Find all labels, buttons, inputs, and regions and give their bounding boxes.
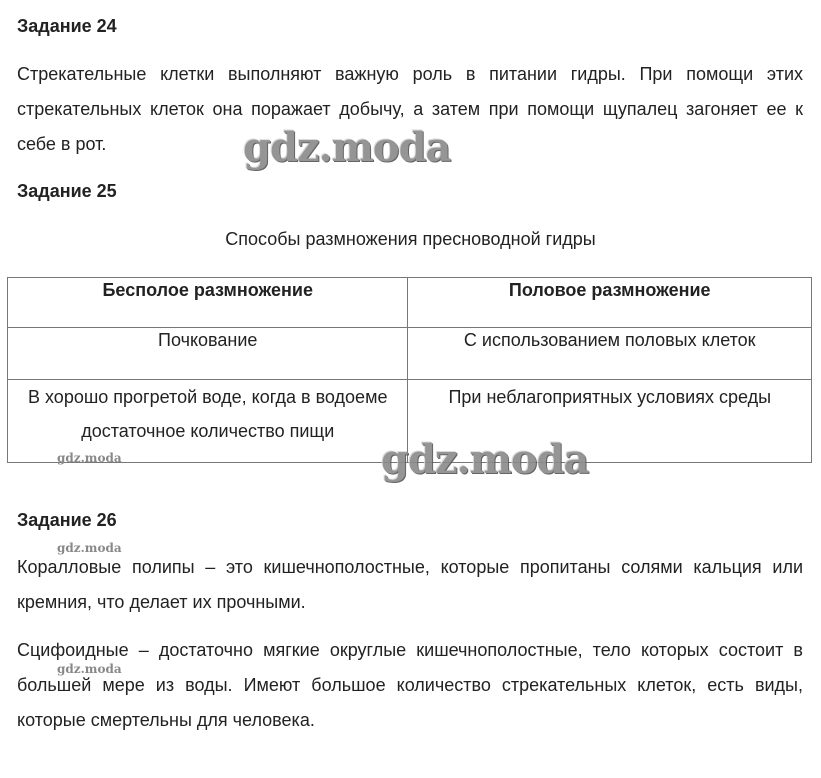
header-asexual: Бесполое размножение [8,278,408,328]
watermark-large: gdz.moda [243,124,451,171]
table-header-row [8,278,812,328]
task-26-para-1: Коралловые полипы – это кишечнополостные, которые пропитаны солями кальция или кремния, что делает их прочными. [17,557,803,612]
watermark-small: gdz.moda [57,451,122,465]
watermark-large: gdz.moda [381,436,589,483]
header-sexual: Половое размножение [408,278,812,328]
task-25-heading: Задание 25 [17,181,117,201]
cell-unfavorable: При неблагоприятных условиях среды [408,380,812,463]
table-caption: Способы размножения пресноводной гидры [225,229,596,249]
task-24-heading: Задание 24 [17,16,117,36]
cell-warm-water: В хорошо прогретой воде, когда в водоеме достаточное количество пищи [8,380,408,463]
cell-sex-cells: С использованием половых клеток [408,328,812,380]
task-26-heading: Задание 26 [17,510,117,530]
watermark-small: gdz.moda [57,541,122,555]
task-26-para-2: Сцифоидные – достаточно мягкие округлые кишечнополостные, тело которых состоит в большей мере из воды. Имеют большое количество стрекательных клеток, есть виды, которые смертельны для человека. [17,640,803,730]
watermark-small: gdz.moda [57,662,122,676]
task-24-text: Стрекательные клетки выполняют важную роль в питании гидры. При помощи этих стрекательных клеток она поражает добычу, а затем при помощи щупалец загоняет ее к себе в рот. [17,64,803,154]
table-row [8,328,812,380]
cell-budding: Почкование [8,328,408,380]
